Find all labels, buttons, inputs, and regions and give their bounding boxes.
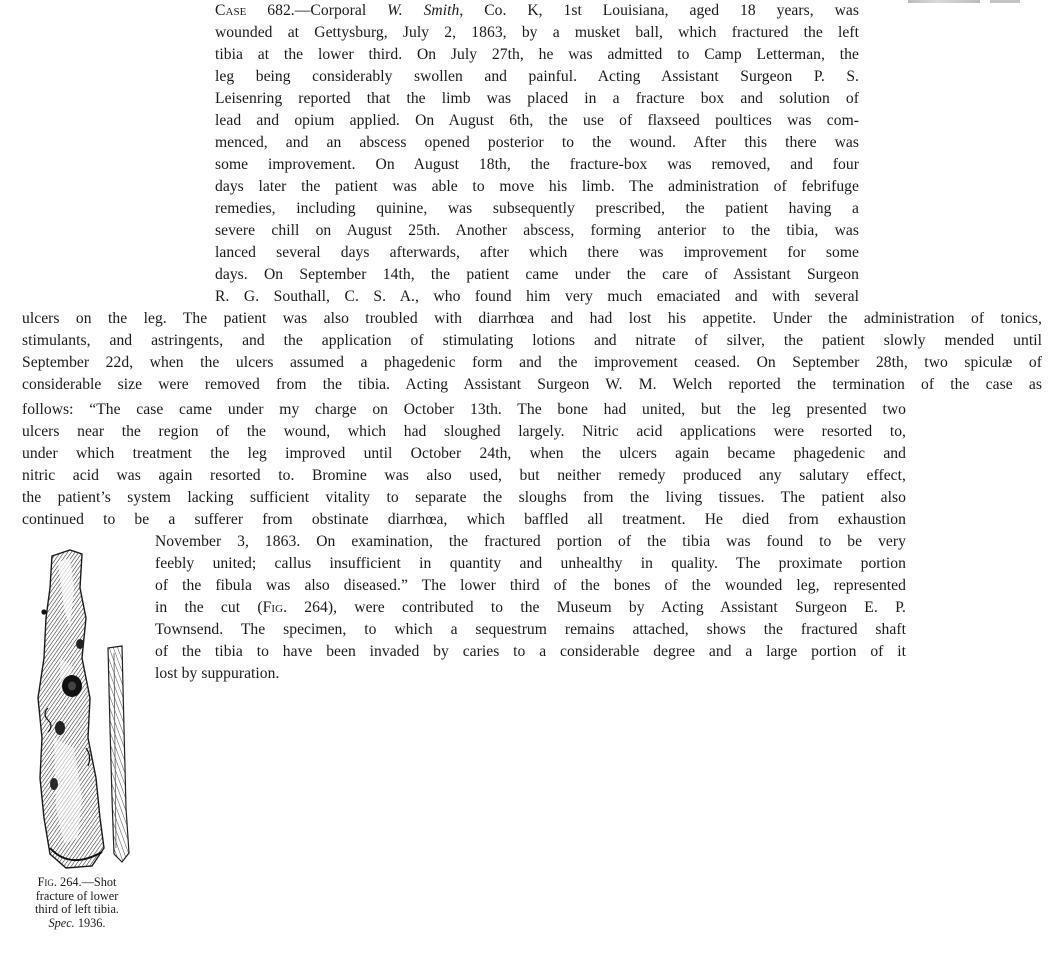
case-label: Case 682. <box>215 2 295 19</box>
text-line: lost by suppuration. <box>155 665 280 682</box>
text-line: in the cut (Fig. 264), were contributed to the Museum by Acting Assistant Surgeon E. P. <box>155 599 907 616</box>
figure-caption <box>14 876 140 930</box>
text-line: follows: “The case came under my charge on October 13th. The bone had united, but the leg presented two <box>22 401 906 418</box>
tibia-specimen-illustration <box>30 548 140 870</box>
text-line: of the fibula was also diseased.” The lower third of the bones of the wounded leg, represented <box>155 577 906 594</box>
text-line: feebly united; callus insufficient in quantity and unhealthy in quality. The proximate portion <box>155 555 906 572</box>
scan-artifact-2 <box>990 0 1020 3</box>
text-line: severe chill on August 25th. Another abscess, forming anterior to the tibia, was <box>215 222 859 239</box>
text-line: ulcers near the region of the wound, which had sloughed largely. Nitric acid applications were resorted to, <box>22 423 906 440</box>
text-line: tibia at the lower third. On July 27th, he was admitted to Camp Letterman, the <box>215 46 859 63</box>
text-line: Townsend. The specimen, to which a sequestrum remains attached, shows the fractured shaft <box>155 621 906 638</box>
text-line: days. On September 14th, the patient came under the care of Assistant Surgeon <box>215 266 859 283</box>
text-line: September 22d, when the ulcers assumed a phagedenic form and the improvement ceased. On September 28th, two spiculæ of <box>22 354 1042 371</box>
text-line: November 3, 1863. On examination, the fractured portion of the tibia was found to be very <box>155 533 906 550</box>
text-line: nitric acid was again resorted to. Bromine was also used, but neither remedy produced any salutary effect, <box>22 467 906 484</box>
text-line: the patient’s system lacking sufficient vitality to separate the sloughs from the living tissues. The patient also <box>22 489 906 506</box>
text-line: lanced several days afterwards, after which there was improvement for some <box>215 244 859 261</box>
text-line: stimulants, and astringents, and the application of stimulating lotions and nitrate of silver, the patient slowly mended until <box>22 332 1042 349</box>
caption-line: Spec. 1936. <box>48 915 106 930</box>
text-line: Leisenring reported that the limb was placed in a fracture box and solution of <box>215 90 859 107</box>
text-line: some improvement. On August 18th, the fracture-box was removed, and four <box>215 156 859 173</box>
text-line: continued to be a sufferer from obstinate diarrhœa, which baffled all treatment. He died from exhaustion <box>22 511 906 528</box>
caption-line: fracture of lower <box>35 888 119 903</box>
text-line: of the tibia to have been invaded by caries to a considerable degree and a large portion of it <box>155 643 906 660</box>
text-line: R. G. Southall, C. S. A., who found him very much emaciated and with several <box>215 288 859 305</box>
text-line: wounded at Gettysburg, July 2, 1863, by a musket ball, which fractured the left <box>215 24 859 41</box>
text-line: days later the patient was able to move his limb. The administration of febrifuge <box>215 178 859 195</box>
text-line: lead and opium applied. On August 6th, the use of flaxseed poultices was com- <box>215 112 859 129</box>
scan-artifact <box>908 0 980 3</box>
text-line: ulcers on the leg. The patient was also troubled with diarrhœa and had lost his appetite. Under the administration of tonics, <box>22 310 1042 327</box>
figure-reference: Fig. <box>262 599 288 616</box>
text-line: remedies, including quinine, was subsequently prescribed, the patient having a <box>215 200 859 217</box>
text-line: leg being considerably swollen and painful. Acting Assistant Surgeon P. S. <box>215 68 859 85</box>
caption-line: Fig. 264.—Shot <box>37 875 117 889</box>
text-line: considerable size were removed from the tibia. Acting Assistant Surgeon W. M. Welch reported the termination of the case as <box>22 376 1042 393</box>
text-line: Case 682.—Corporal W. Smith, Co. K, 1st Louisiana, aged 18 years, was <box>215 2 859 19</box>
text-line: under which treatment the leg improved until October 24th, when the ulcers again became phagedenic and <box>22 445 906 462</box>
caption-line: third of left tibia. <box>34 902 119 916</box>
patient-name: W. Smith <box>387 2 460 19</box>
text-line: menced, and an abscess opened posterior to the wound. After this there was <box>215 134 859 151</box>
